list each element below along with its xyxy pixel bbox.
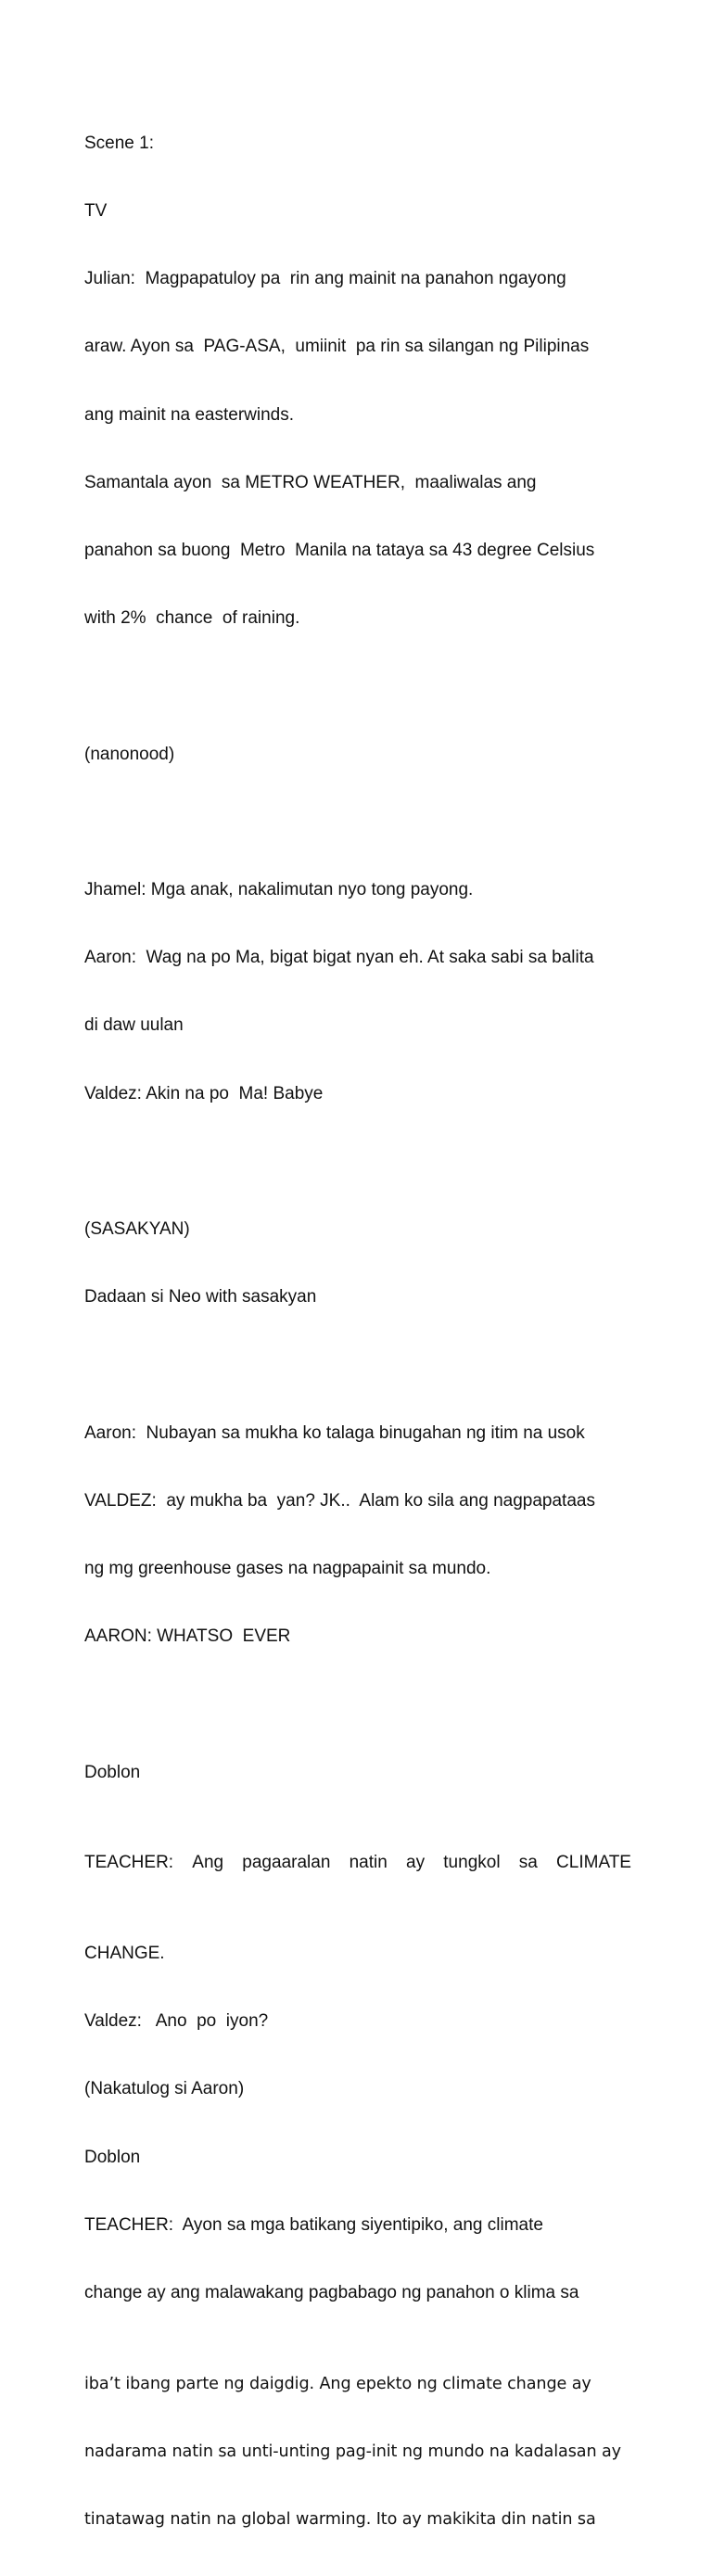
dialogue-line: Julian: Magpapatuloy pa rin ang mainit na panahon ngayong bbox=[84, 269, 566, 289]
dialogue-line: araw. Ayon sa PAG-ASA, umiinit pa rin sa silangan ng Pilipinas bbox=[84, 337, 590, 357]
stage-direction: (nanonood) bbox=[84, 744, 175, 764]
scene-location: Doblon bbox=[84, 2147, 141, 2167]
dialogue-line: ang mainit na easterwinds. bbox=[84, 404, 295, 425]
dialogue-line: change ay ang malawakang pagbabago ng panahon o klima sa bbox=[84, 2282, 579, 2302]
dialogue-line: Aaron: Nubayan sa mukha ko talaga binugahan ng itim na usok bbox=[84, 1422, 585, 1443]
dialogue-line: tinatawag natin na global warming. Ito ay makikita din natin sa bbox=[84, 2509, 596, 2529]
blank-line bbox=[84, 675, 631, 697]
dialogue-line: VALDEZ: ay mukha ba yan? JK.. Alam ko sila ang nagpapataas bbox=[84, 1490, 595, 1511]
dialogue-line: panahon sa buong Metro Manila na tataya sa 43 degree Celsius bbox=[84, 541, 595, 561]
word: natin bbox=[349, 1853, 388, 1873]
stage-direction: (Nakatulog si Aaron) bbox=[84, 2079, 245, 2099]
dialogue-line: AARON: WHATSO EVER bbox=[84, 1626, 291, 1647]
word: TEACHER: bbox=[84, 1853, 174, 1873]
blank-line bbox=[84, 1693, 631, 1715]
stage-direction: Dadaan si Neo with sasakyan bbox=[84, 1287, 317, 1307]
blank-line bbox=[84, 1354, 631, 1376]
dialogue-line: Samantala ayon sa METRO WEATHER, maaliwalas ang bbox=[84, 472, 537, 492]
word: tungkol bbox=[443, 1853, 501, 1873]
dialogue-line: iba’t ibang parte ng daigdig. Ang epekto ng climate change ay bbox=[84, 2374, 591, 2393]
dialogue-line: Valdez: Akin na po Ma! Babye bbox=[84, 1083, 324, 1103]
blank-line bbox=[84, 811, 631, 834]
word: sa bbox=[518, 1853, 538, 1873]
dialogue-line: di daw uulan bbox=[84, 1015, 184, 1036]
dialogue-line: TEACHER: Ayon sa mga batikang siyentipiko, ang climate bbox=[84, 2214, 543, 2235]
blank-line bbox=[84, 1151, 631, 1173]
dialogue-line: Jhamel: Mga anak, nakalimutan nyo tong payong. bbox=[84, 880, 474, 900]
scene-heading: Scene 1: bbox=[84, 133, 154, 153]
teacher-justified-line bbox=[84, 1852, 631, 1874]
word: pagaaralan bbox=[242, 1853, 331, 1873]
dialogue-line: with 2% chance of raining. bbox=[84, 608, 300, 629]
scene-location: Doblon bbox=[84, 1762, 141, 1782]
word: ay bbox=[406, 1853, 426, 1873]
dialogue-line: CHANGE. bbox=[84, 1943, 165, 1963]
scene-location-tv: TV bbox=[84, 201, 108, 222]
stage-direction: (SASAKYAN) bbox=[84, 1219, 190, 1240]
word: Ang bbox=[192, 1853, 224, 1873]
dialogue-line: Aaron: Wag na po Ma, bigat bigat nyan eh. At saka sabi sa balita bbox=[84, 948, 594, 968]
script-text-block bbox=[84, 87, 631, 2576]
word: CLIMATE bbox=[556, 1853, 631, 1873]
dialogue-line: Valdez: Ano po iyon? bbox=[84, 2011, 269, 2032]
dialogue-line: ng mg greenhouse gases na nagpapainit sa mundo. bbox=[84, 1559, 491, 1579]
dialogue-line: nadarama natin sa unti-unting pag-init ng mundo na kadalasan ay bbox=[84, 2442, 621, 2461]
